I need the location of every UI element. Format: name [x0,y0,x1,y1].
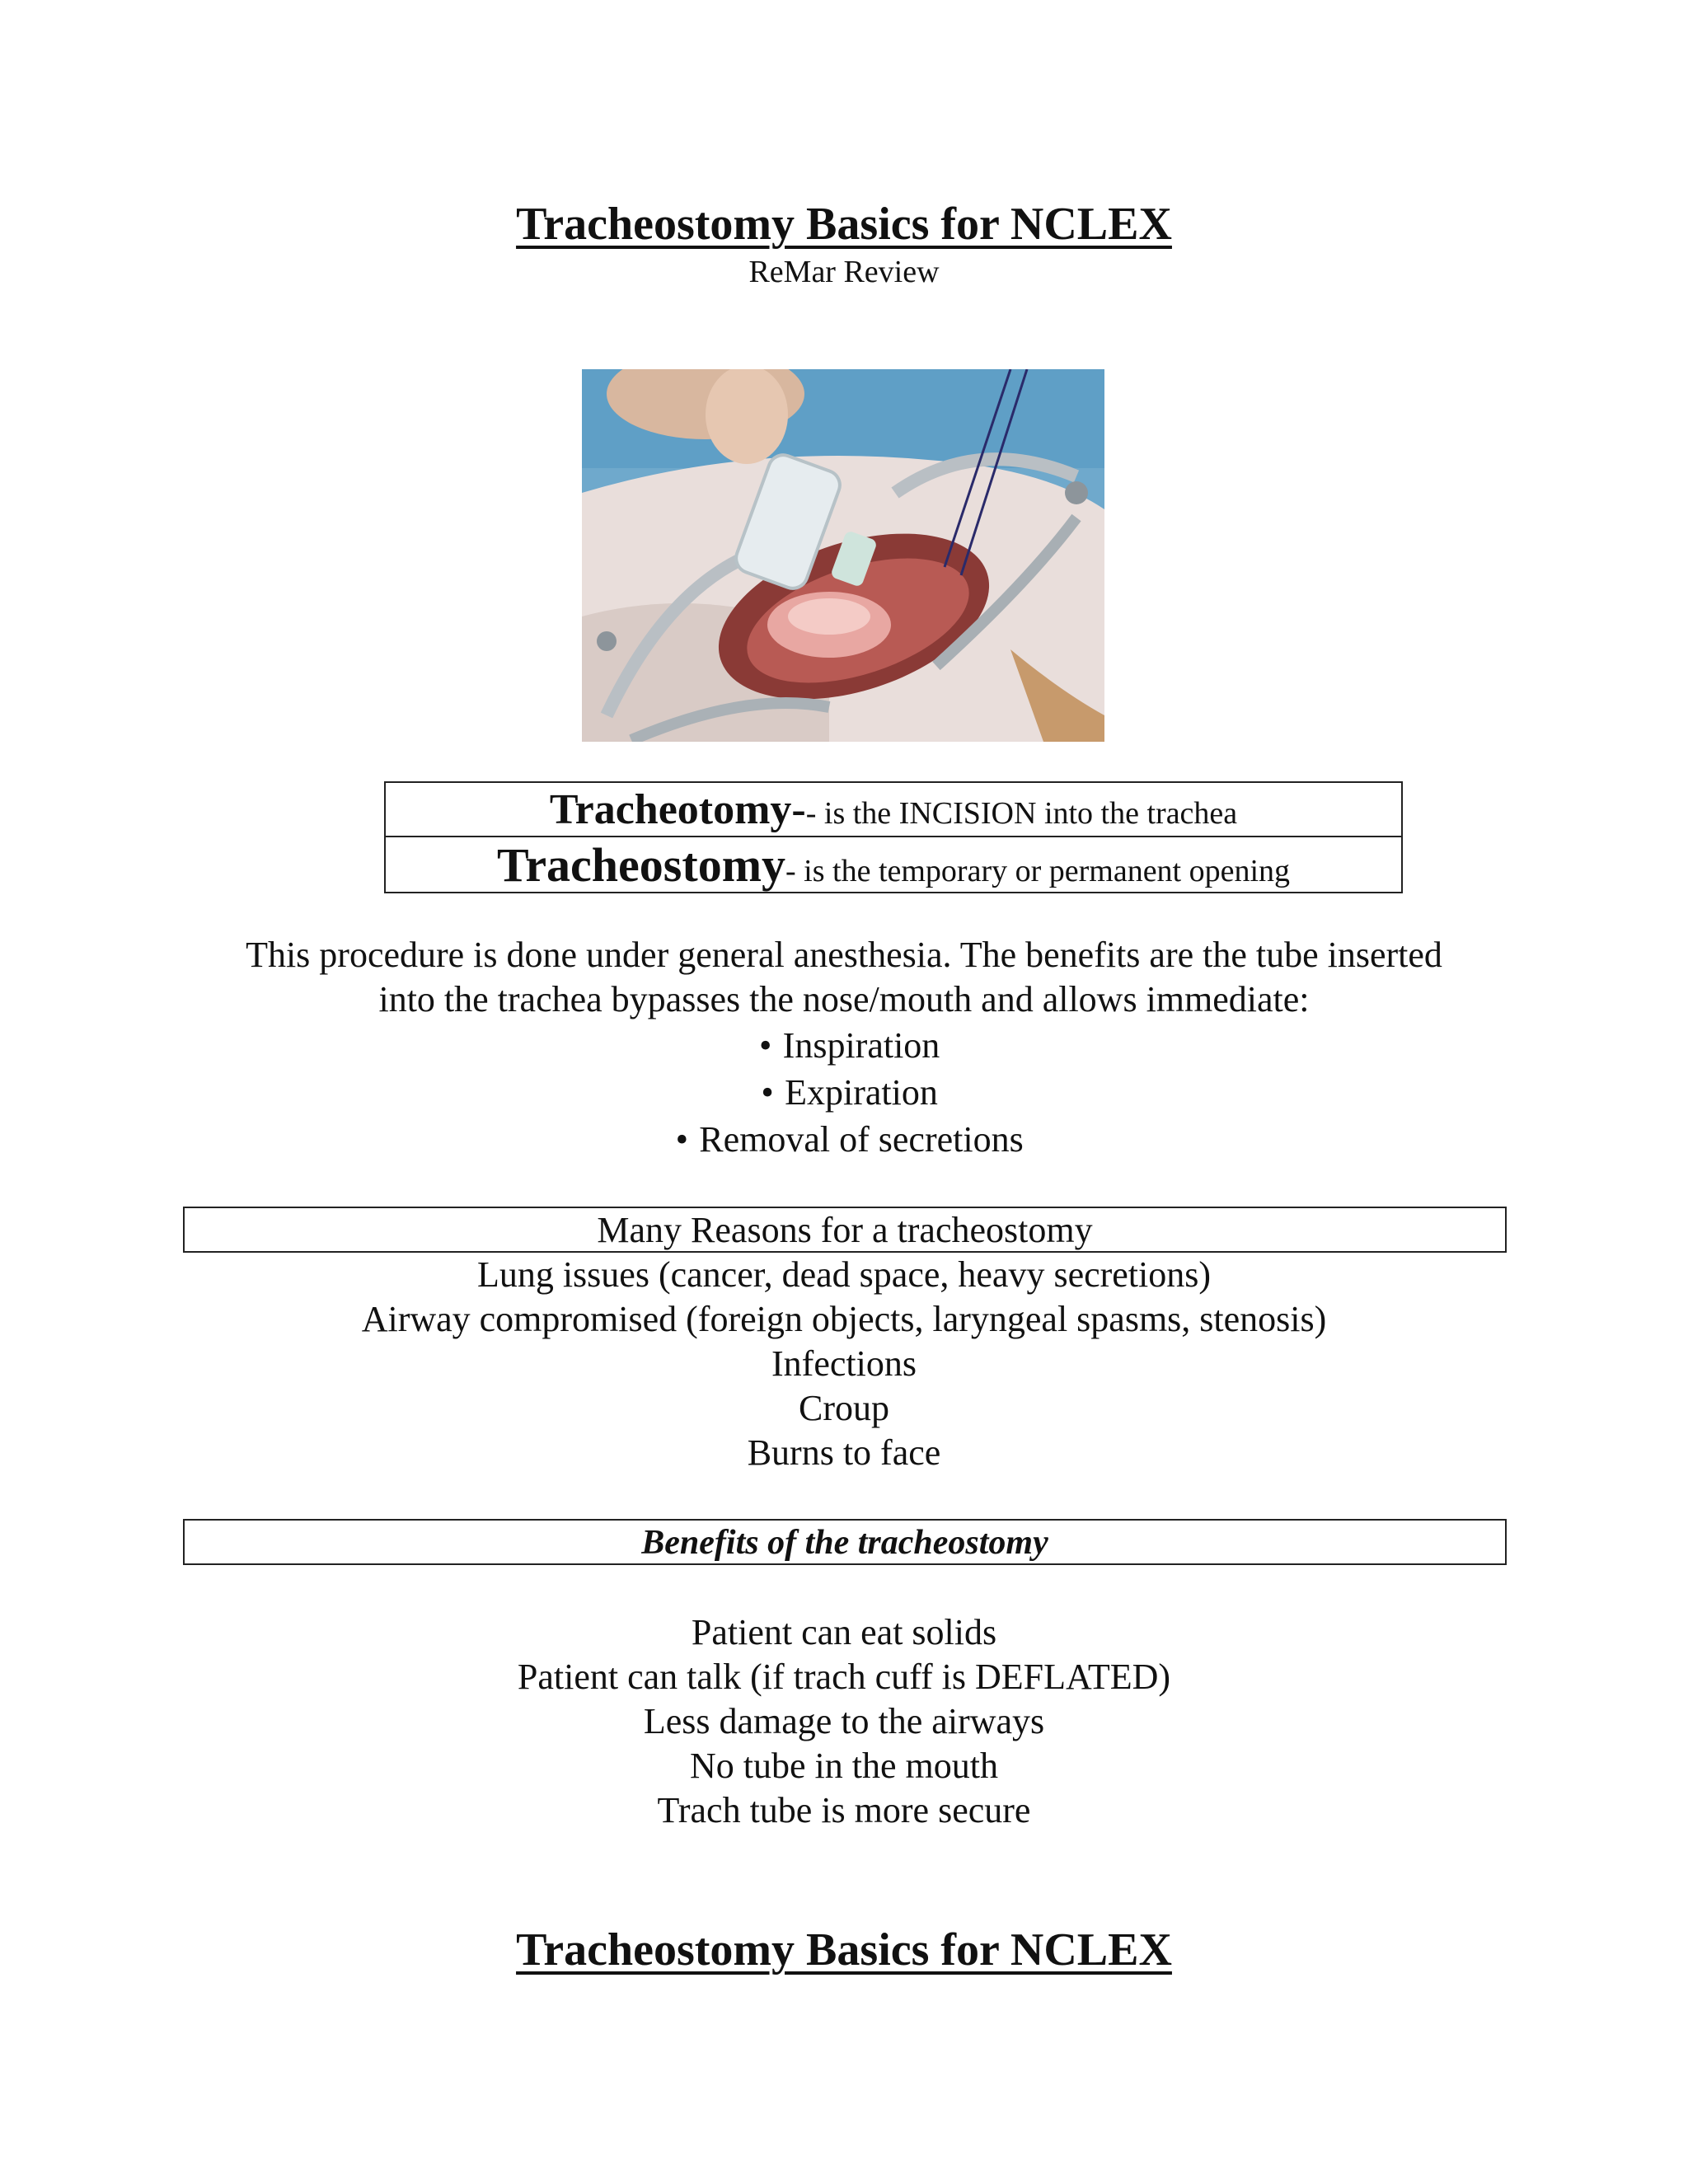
bullet-text: Inspiration [782,1025,940,1066]
benefits-heading: Benefits of the tracheostomy [183,1519,1507,1565]
intro-line: into the trachea bypasses the nose/mouth and allows immediate: [378,979,1310,1019]
bullet-icon: • [758,1025,772,1066]
bullet-text: Expiration [785,1072,938,1113]
definition-term: Tracheotomy- [549,786,806,833]
benefit-item: No tube in the mouth [690,1746,998,1786]
reason-item: Croup [799,1388,889,1428]
benefit-item: Trach tube is more secure [657,1790,1031,1830]
benefit-item: Patient can talk (if trach cuff is DEFLATED) [517,1657,1171,1697]
definition-row [386,836,1401,892]
bullet-item [0,1022,1688,1069]
benefit-item: Patient can eat solids [691,1612,997,1652]
reasons-heading: Many Reasons for a tracheostomy [183,1207,1507,1253]
reason-item: Airway compromised (foreign objects, laryngeal spasms, stenosis) [361,1299,1327,1339]
page-subtitle: ReMar Review [748,255,940,289]
bullet-item [0,1116,1688,1163]
reason-item: Lung issues (cancer, dead space, heavy secretions) [476,1254,1212,1295]
definition-row [386,783,1401,837]
definition-text: - is the INCISION into the trachea [805,796,1238,831]
definitions-table [384,781,1403,893]
footer-title: Tracheostomy Basics for NCLEX [516,1924,1172,1975]
benefit-item: Less damage to the airways [643,1701,1045,1741]
bullet-item [0,1069,1688,1116]
definition-text: - is the temporary or permanent opening [785,854,1291,888]
reason-item: Infections [771,1343,917,1384]
bullet-icon: • [761,1072,774,1113]
page-title: Tracheostomy Basics for NCLEX [516,199,1172,250]
intro-line: This procedure is done under general anesthesia. The benefits are the tube inserted [246,935,1442,975]
reason-item: Burns to face [747,1432,941,1473]
bullet-text: Removal of secretions [699,1119,1024,1160]
surgical-photo [582,369,1104,742]
definition-term: Tracheostomy [496,838,786,892]
bullet-icon: • [675,1119,688,1160]
